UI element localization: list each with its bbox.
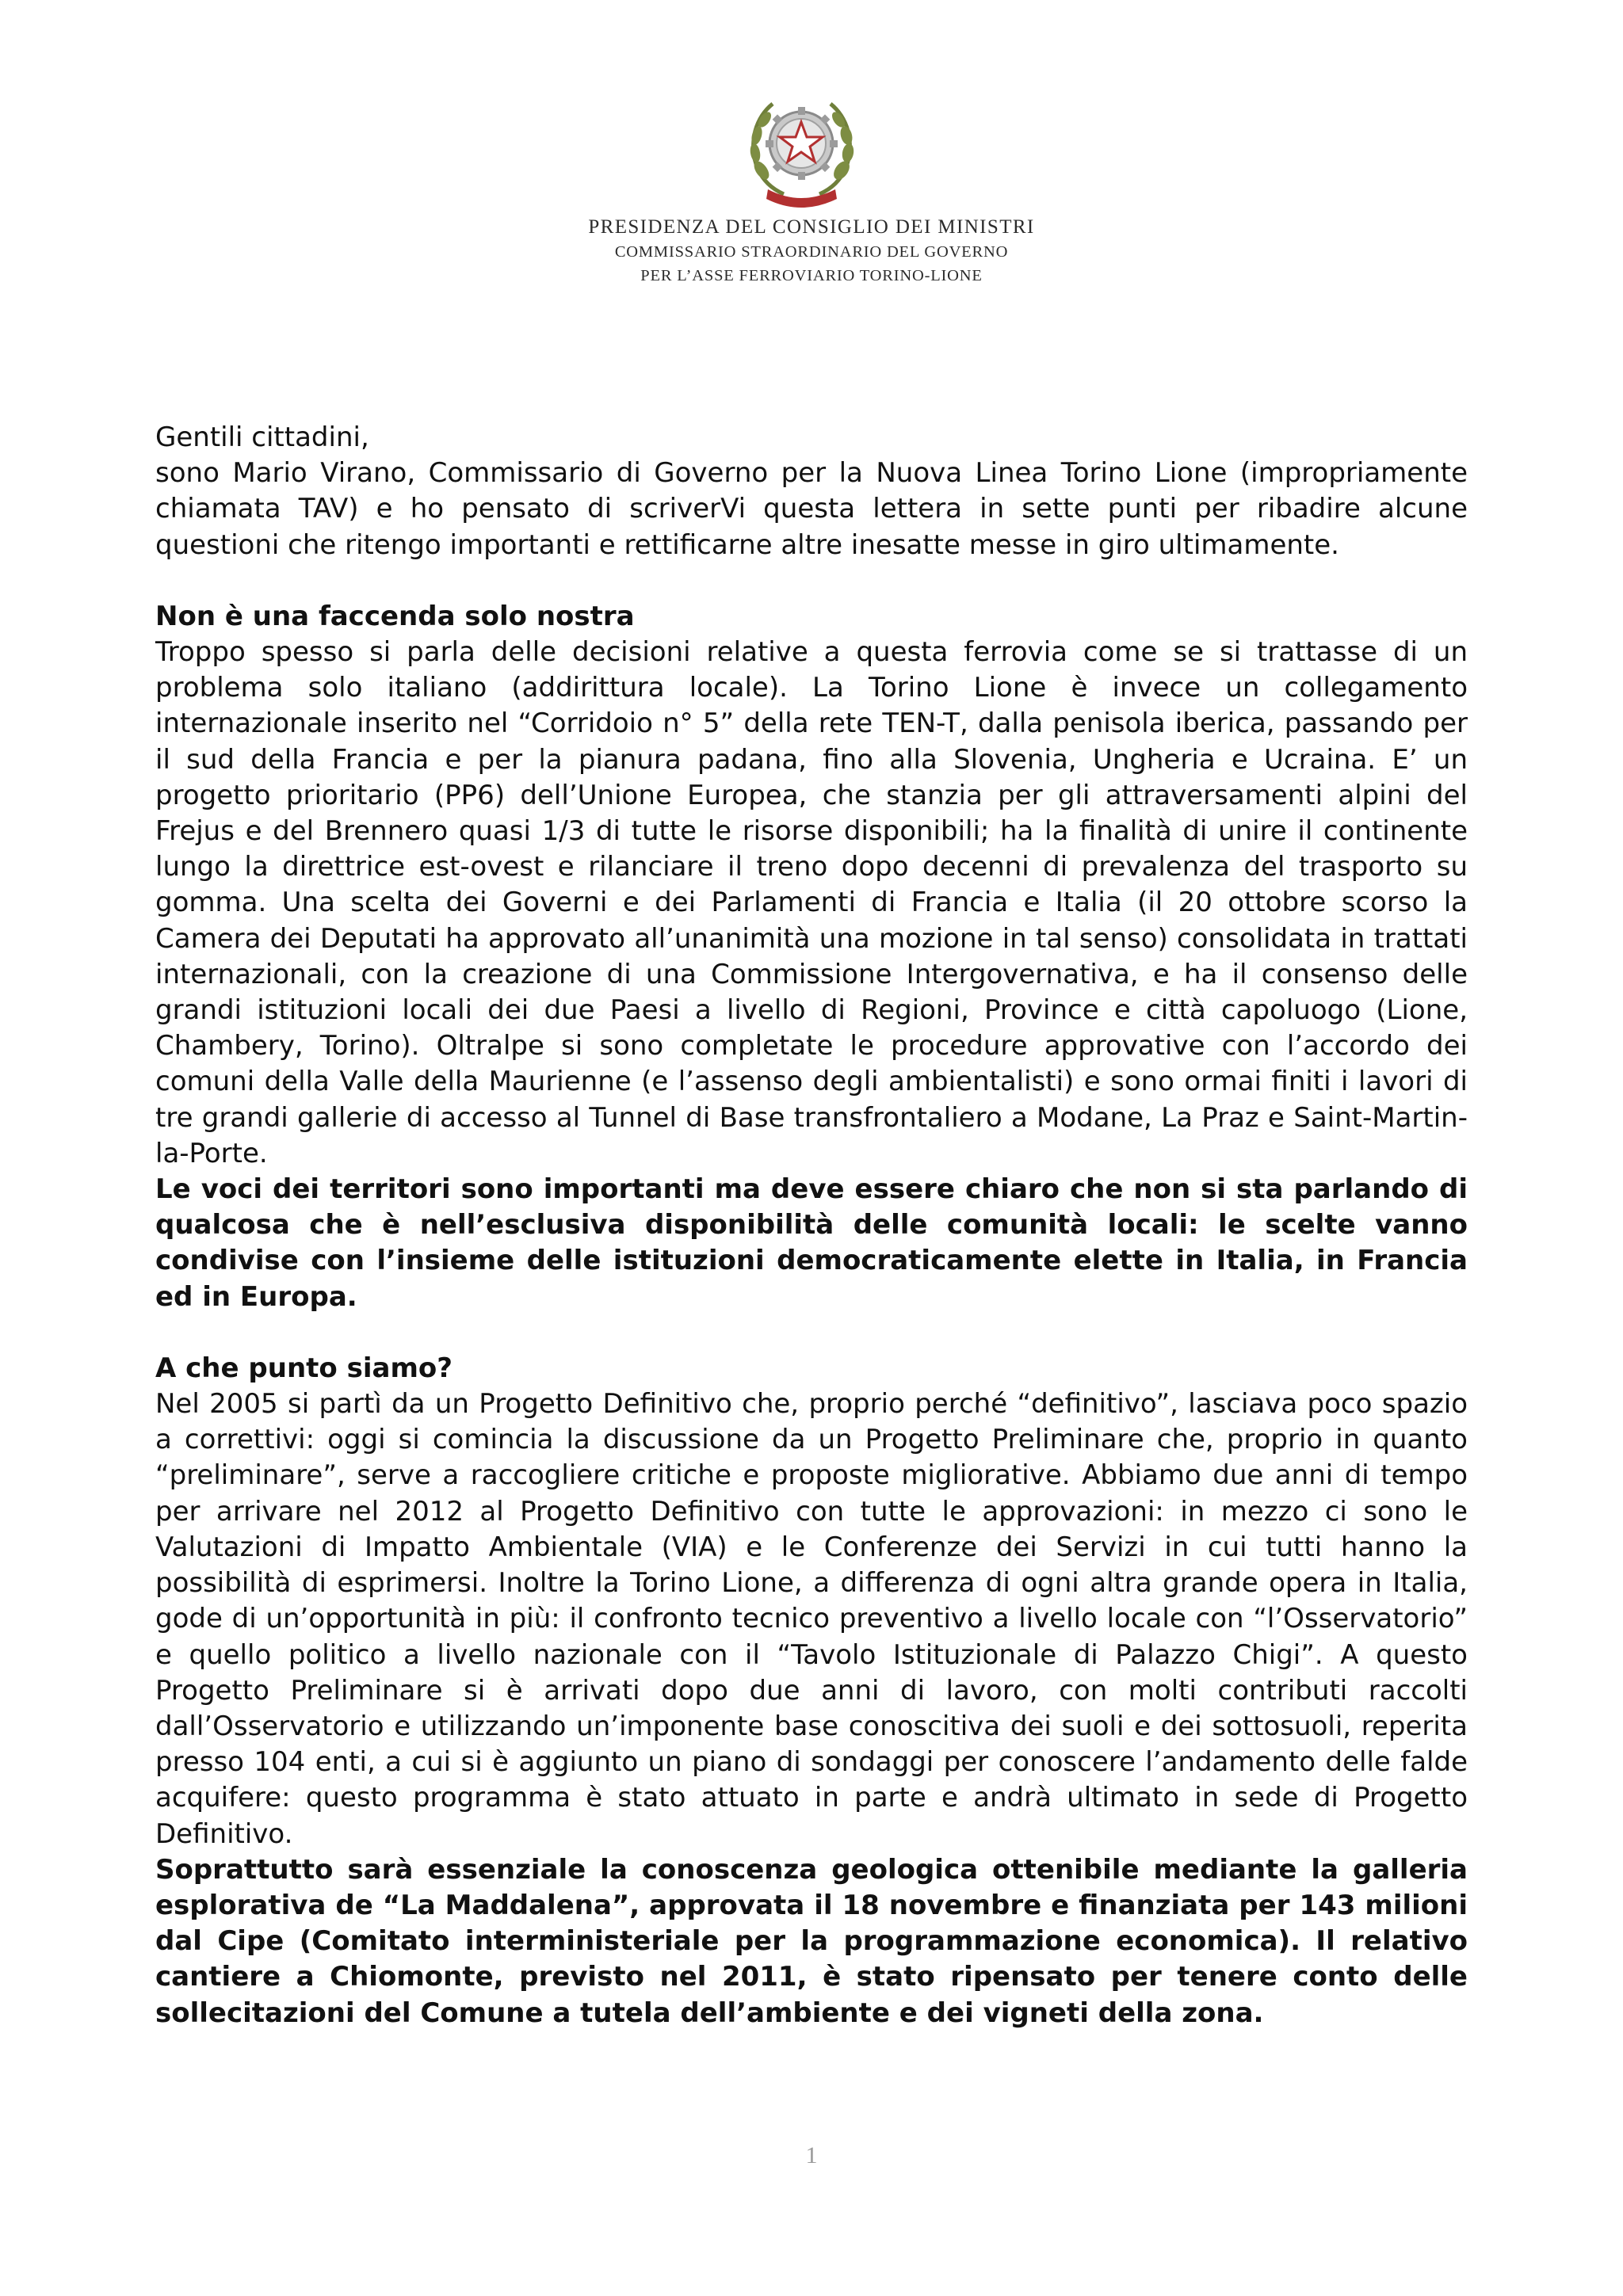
section-paragraph: Nel 2005 si partì da un Progetto Definitivo che, proprio perché “definitivo”, lasciava poco spazio a correttivi: oggi si comincia la discussione da un Progetto Preliminare che, proprio in quanto “preliminare”, serve a raccogliere critiche e proposte migliorative. Abbiamo due anni di tempo per arrivare nel 2012 al Progetto Definitivo con tutte le approvazioni: in mezzo ci sono le Valutazioni di Impatto Ambientale (VIA) e le Conferenze dei Servizi in cui tutti hanno la possibilità di esprimersi. Inoltre la Torino Lione, a differenza di ogni altra grande opera in Italia, gode di un’opportunità in più: il confronto tecnico preventivo a livello locale con “l’Osservatorio” e quello politico a livello nazionale con il “Tavolo Istituzionale di Palazzo Chigi”. A questo Progetto Preliminare si è arrivati dopo due anni di lavoro, con molti contributi raccolti dall’Osservatorio e utilizzando un’imponente base conoscitiva dei suoli e dei sottosuoli, reperita presso 104 enti, a cui si è aggiunto un piano di sondaggi per conoscere l’andamento delle falde acquifere: questo programma è stato attuato in parte e andrà ultimato in sede di Progetto Definitivo. [155, 1388, 1468, 1850]
repubblica-italiana-emblem-icon [744, 90, 859, 212]
letter-body [155, 420, 1468, 2031]
header-title: PRESIDENZA DEL CONSIGLIO DEI MINISTRI [588, 216, 1035, 238]
page-number: 1 [805, 2142, 818, 2168]
section-paragraph: Troppo spesso si parla delle decisioni relative a questa ferrovia come se si trattasse di un problema solo italiano (addirittura locale). La Torino Lione è invece un collegamento internazionale inserito nel “Corridoio n° 5” della rete TEN-T, dalla penisola iberica, passando per il sud della Francia e per la pianura padana, fino alla Slovenia, Ungheria e Ucraina. E’ un progetto prioritario (PP6) dell’Unione Europea, che stanzia per gli attraversamenti alpini del Frejus e del Brennero quasi 1/3 di tutte le risorse disponibili; ha la finalità di unire il continente lungo la direttrice est-ovest e rilanciare il treno dopo decenni di prevalenza del trasporto su gomma. Una scelta dei Governi e dei Parlamenti di Francia e Italia (il 20 ottobre scorso la Camera dei Deputati ha approvato all’unanimità una mozione in tal senso) consolidata in trattati internazionali, con la creazione di una Commissione Intergovernativa, e ha il consenso delle grandi istituzioni locali dei due Paesi a livello di Regioni, Province e città capoluogo (Lione, Chambery, Torino). Oltralpe si sono completate le procedure approvative con l’accordo dei comuni della Valle della Maurienne (e l’assenso degli ambientalisti) e sono ormai finiti i lavori di tre grandi gallerie di accesso al Tunnel di Base transfrontaliero a Modane, La Praz e Saint-Martin-la-Porte. [155, 636, 1468, 1169]
section-heading: Non è una faccenda solo nostra [155, 600, 635, 632]
paragraph-spacer [155, 563, 1468, 599]
section-highlight-paragraph: Soprattutto sarà essenziale la conoscenza geologica ottenibile mediante la galleria esplorativa de “La Maddalena”, approvata il 18 novembre e finanziata per 143 milioni dal Cipe (Comitato interministeriale per la programmazione economica). Il relativo cantiere a Chiomonte, previsto nel 2011, è stato ripensato per tenere conto delle sollecitazioni del Comune a tutela dell’ambiente e dei vigneti della zona. [155, 1853, 1468, 2029]
greeting: Gentili cittadini, [155, 421, 369, 453]
intro-paragraph: sono Mario Virano, Commissario di Governo per la Nuova Linea Torino Lione (impropriamente chiamata TAV) e ho pensato di scriverVi questa lettera in sette punti per ribadire alcune questioni che ritengo importanti e rettificarne altre inesatte messe in giro ultimamente. [155, 457, 1468, 561]
section-heading: A che punto siamo? [155, 1352, 453, 1384]
section-highlight-paragraph: Le voci dei territori sono importanti ma deve essere chiaro che non si sta parlando di qualcosa che è nell’esclusiva disponibilità delle comunità locali: le scelte vanno condivise con l’insieme delle istituzioni democraticamente elette in Italia, in Francia ed in Europa. [155, 1173, 1468, 1313]
header-subtitle-2: PER L’ASSE FERROVIARIO TORINO-LIONE [640, 267, 983, 284]
paragraph-spacer [155, 1315, 1468, 1351]
header-subtitle-1: COMMISSARIO STRAORDINARIO DEL GOVERNO [614, 243, 1009, 261]
